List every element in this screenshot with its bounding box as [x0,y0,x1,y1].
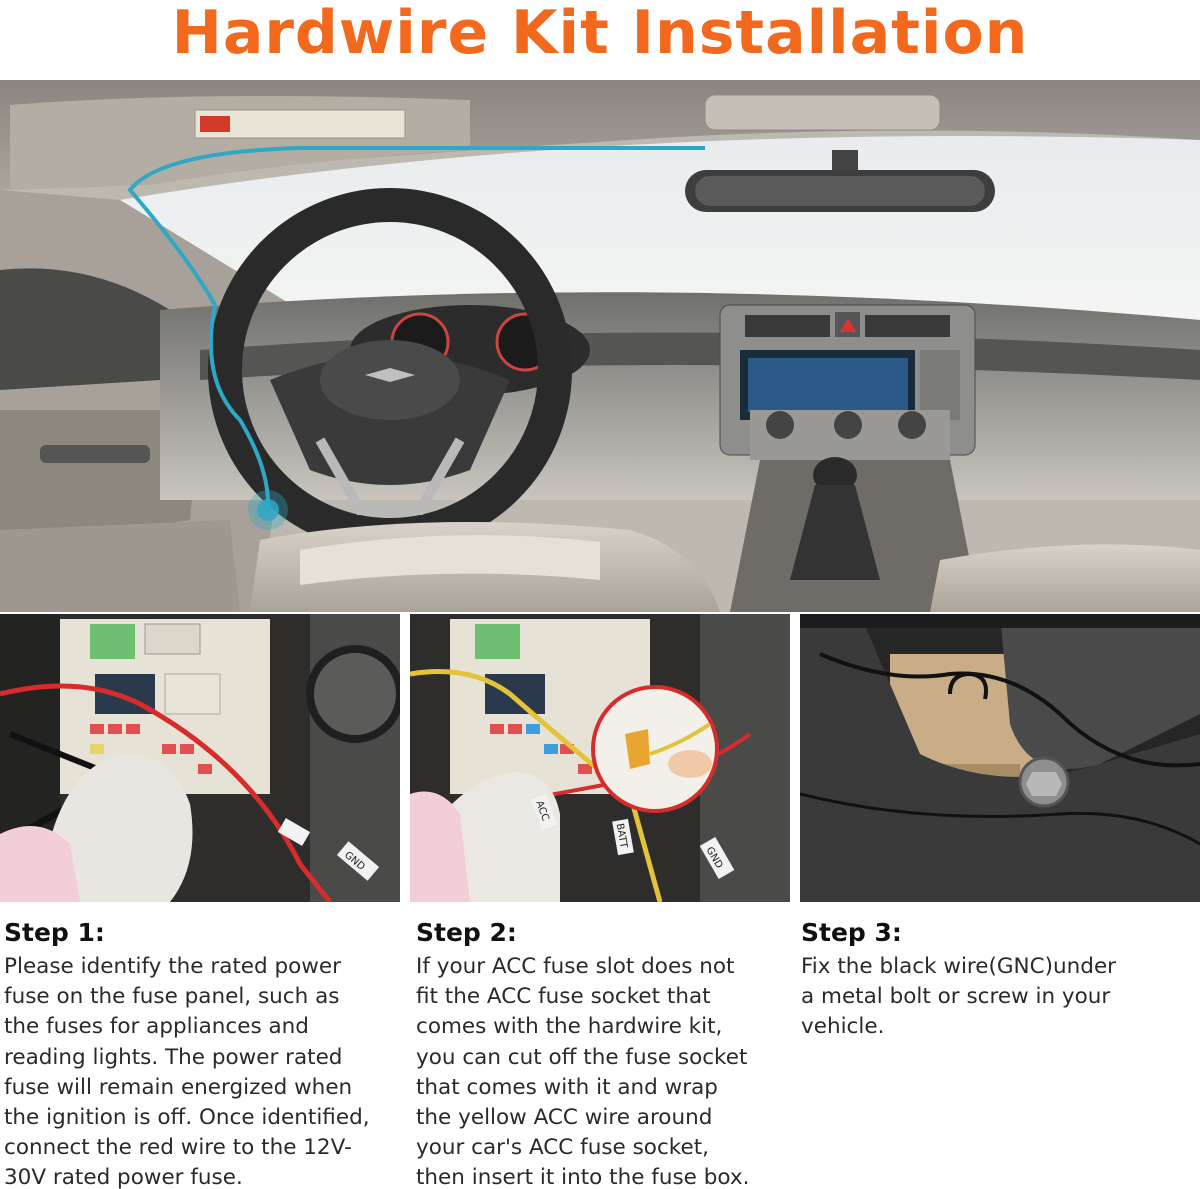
step-2 [416,914,796,1189]
step2-acc-fuse-photo [410,614,790,902]
gnd-tag-label: GND [342,849,367,873]
gnd-tag-label: GND [703,845,725,871]
batt-tag-label: BATT [613,822,629,850]
acc-tag-label: ACC [533,799,551,823]
car-interior-photo [0,80,1200,612]
step-1 [4,914,400,1189]
step3-ground-bolt-photo [800,614,1200,902]
step-3-heading: Step 3: [801,918,902,947]
step1-fuse-box-photo [0,614,400,902]
step-1-body: Please identify the rated power fuse on the fuse panel, such as the fuses for appliances and reading lights. The power rated fuse will remain energized when the ignition is off. Once identified, connect the red wire to the 12V- 30V rated power fuse. [4,954,370,1189]
step-1-heading: Step 1: [4,918,105,947]
step-3-body: Fix the black wire(GNC)under a metal bolt or screw in your vehicle. [801,954,1117,1040]
step-3 [801,914,1196,1043]
step-2-body: If your ACC fuse slot does not fit the ACC fuse socket that comes with the hardwire kit, you can cut off the fuse socket that comes with it and wrap the yellow ACC wire around your car's ACC fuse socket, then insert it into the fuse box. [416,954,750,1189]
step-2-heading: Step 2: [416,918,517,947]
page-title: Hardwire Kit Installation [171,0,1029,68]
